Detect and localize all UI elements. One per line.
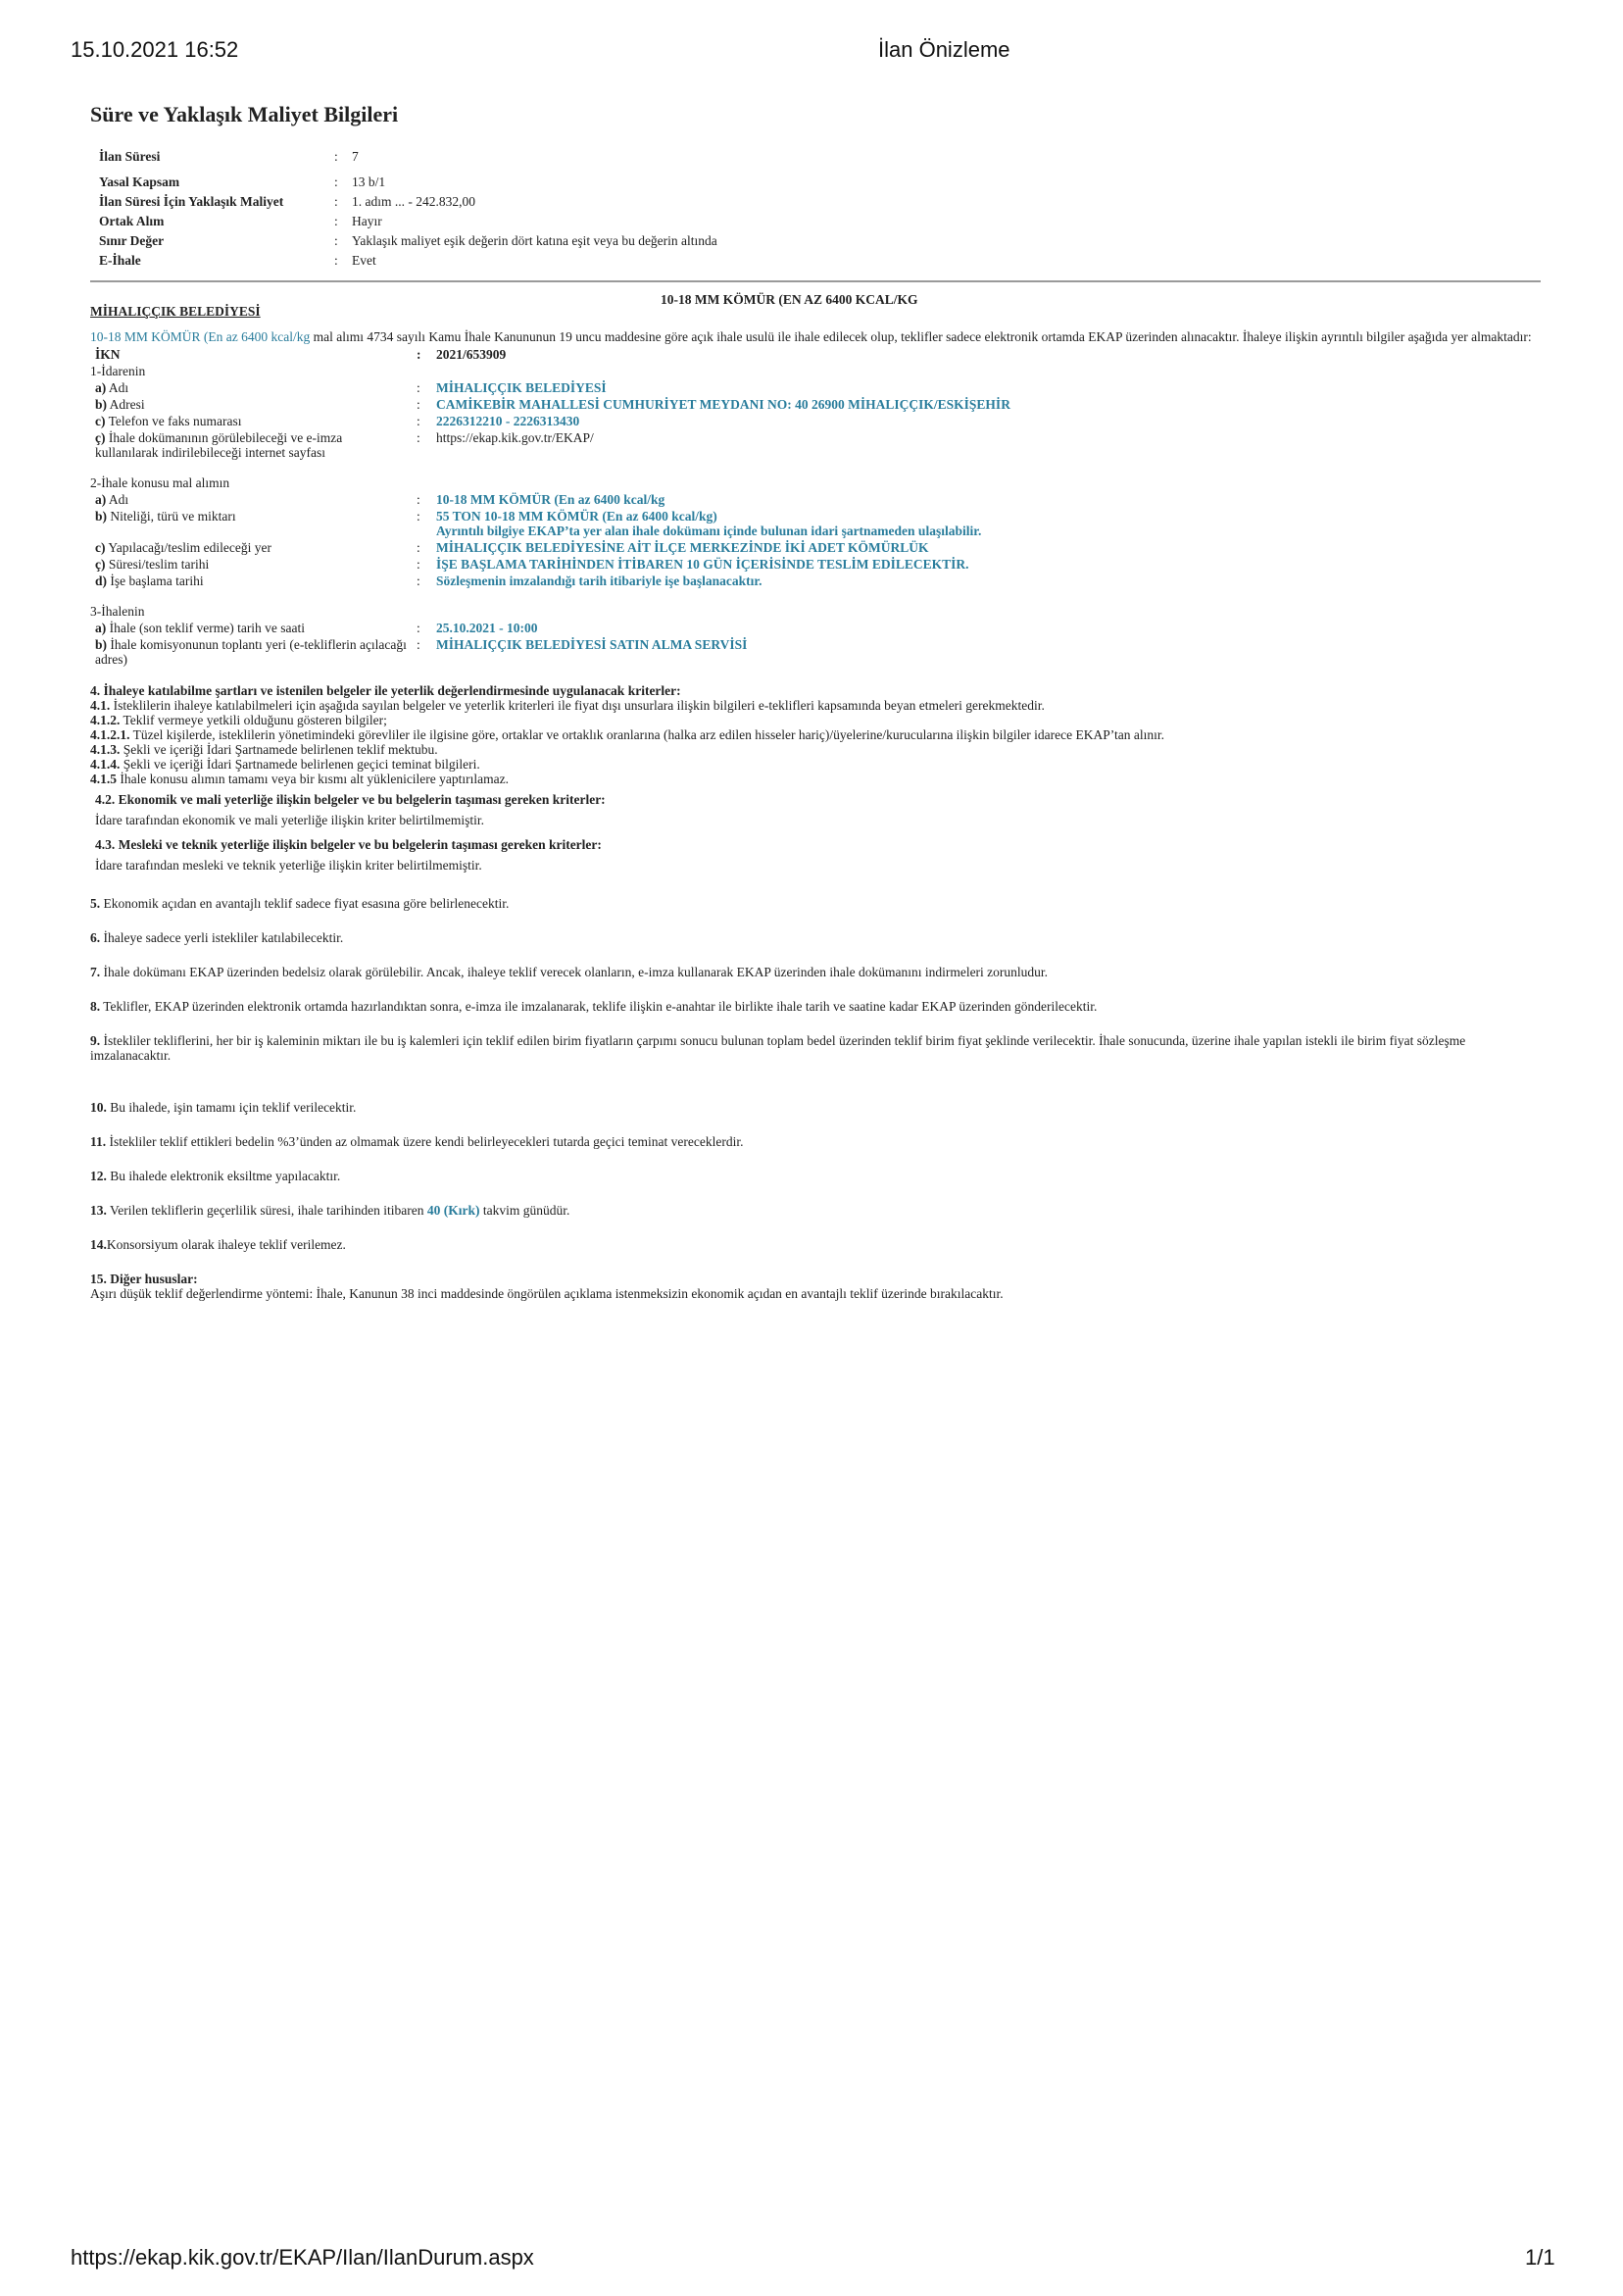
clause-8: 8. Teklifler, EKAP üzerinden elektronik ortamda hazırlandıktan sonra, e-imza ile imzalanarak, teklife ilişkin e-anahtar ile birlikte ihale tarih ve saatine kadar EKAP üzerinden gönderilecektir.: [90, 999, 1098, 1014]
section-heading-idare: 1-İdarenin: [90, 364, 146, 378]
detail-label: [90, 413, 413, 429]
print-page-number: 1/1: [1525, 2245, 1555, 2270]
detail-colon: :: [417, 380, 420, 395]
clause-6: 6. İhaleye sadece yerli istekliler katılabilecektir.: [90, 930, 344, 945]
summary-row: [95, 251, 721, 271]
summary-row: [95, 192, 721, 212]
detail-label-text: Niteliği, türü ve miktarı: [107, 509, 236, 524]
detail-label-text: Yapılacağı/teslim edileceği yer: [105, 540, 271, 555]
detail-value: 25.10.2021 - 10:00: [436, 621, 538, 635]
summary-label: Yasal Kapsam: [99, 175, 180, 189]
detail-colon: :: [417, 637, 420, 652]
detail-value: CAMİKEBİR MAHALLESİ CUMHURİYET MEYDANI NO: 40 26900 MİHALIÇÇIK/ESKİŞEHİR: [436, 397, 1010, 412]
criteria-item: 4.1.5 İhale konusu alımın tamamı veya bir kısmı alt yüklenicilere yaptırılamaz.: [90, 772, 510, 786]
summary-row: [95, 231, 721, 251]
detail-colon: :: [417, 540, 420, 555]
summary-value: Yaklaşık maliyet eşik değerin dört katına eşit veya bu değerin altında: [352, 233, 717, 248]
detail-row: [90, 379, 1168, 396]
summary-value: Hayır: [352, 214, 382, 228]
detail-label-text: Adresi: [107, 397, 145, 412]
summary-label: İlan Süresi: [99, 149, 161, 164]
authority-name: MİHALIÇÇIK BELEDİYESİ: [90, 304, 261, 319]
summary-colon: :: [334, 233, 338, 248]
section-divider: [90, 280, 1541, 282]
detail-label: [90, 620, 413, 636]
clause-13: 13. Verilen tekliflerin geçerlilik süresi, ihale tarihinden itibaren 40 (Kırk) takvim günüdür.: [90, 1203, 570, 1218]
detail-label-text: Adı: [106, 380, 129, 395]
clause-5: 5. Ekonomik açıdan en avantajlı teklif sadece fiyat esasına göre belirlenecektir.: [90, 896, 510, 911]
validity-period: 40 (Kırk): [426, 1203, 480, 1218]
quantity-note: Ayrıntılı bilgiye EKAP’ta yer alan ihale dokümanı içinde bulunan idari şartnameden ulaşılabilir.: [436, 524, 982, 538]
section-4-3-text: İdare tarafından mesleki ve teknik yeterliğe ilişkin kriter belirtilmemiştir.: [95, 858, 482, 873]
detail-letter: c): [95, 414, 106, 428]
detail-colon: :: [417, 574, 420, 588]
summary-label: İlan Süresi İçin Yaklaşık Maliyet: [99, 194, 284, 209]
detail-colon: :: [417, 397, 420, 412]
clause-7: 7. İhale dokümanı EKAP üzerinden bedelsiz olarak görülebilir. Ancak, ihaleye teklif verecek olanların, e-imza kullanarak EKAP üzerinden ihale dokümanını indirmeleri zorunludur.: [90, 965, 1049, 979]
intro-item-name: 10-18 MM KÖMÜR (En az 6400 kcal/kg: [90, 329, 311, 344]
summary-value: 1. adım ... - 242.832,00: [352, 194, 475, 209]
detail-label: [90, 539, 413, 556]
summary-colon: :: [334, 194, 338, 209]
detail-label: [90, 573, 413, 589]
section-heading-ihale: 3-İhalenin: [90, 604, 145, 619]
print-page-title: İlan Önizleme: [878, 37, 1010, 62]
detail-label-text: İhale komisyonunun toplantı yeri (e-tekliflerin açılacağı adres): [95, 637, 407, 667]
summary-label: Sınır Değer: [99, 233, 165, 248]
notice-page: [90, 98, 1541, 1301]
detail-label: [90, 491, 413, 508]
criteria-item: 4.1.4. Şekli ve içeriği İdari Şartnamede belirlenen geçici teminat bilgileri.: [90, 757, 480, 772]
ekap-link[interactable]: https://ekap.kik.gov.tr/EKAP/: [436, 430, 594, 445]
summary-title: Süre ve Yaklaşık Maliyet Bilgileri: [90, 102, 399, 126]
summary-row: [95, 173, 721, 192]
summary-colon: :: [334, 253, 338, 268]
detail-letter: b): [95, 637, 108, 652]
summary-row: [95, 147, 721, 167]
detail-label-text: Telefon ve faks numarası: [105, 414, 242, 428]
detail-value: İŞE BAŞLAMA TARİHİNDEN İTİBAREN 10 GÜN İÇERİSİNDE TESLİM EDİLECEKTİR.: [436, 557, 969, 572]
section-4-2-text: İdare tarafından ekonomik ve mali yeterliğe ilişkin kriter belirtilmemiştir.: [95, 813, 485, 827]
section-4-3-title: 4.3. Mesleki ve teknik yeterliğe ilişkin belgeler ve bu belgelerin taşıması gereken kriterler:: [95, 837, 602, 852]
detail-colon: :: [417, 430, 420, 445]
clause-14: 14.Konsorsiyum olarak ihaleye teklif verilemez.: [90, 1237, 346, 1252]
summary-table: [95, 147, 721, 271]
detail-letter: a): [95, 492, 107, 507]
detail-label: [90, 508, 413, 539]
detail-label: [90, 379, 413, 396]
detail-row: [90, 636, 1168, 668]
notice-titlebar: [90, 292, 1541, 324]
detail-row: [90, 508, 1168, 539]
criteria-item: 4.1.3. Şekli ve içeriği İdari Şartnamede belirlenen teklif mektubu.: [90, 742, 438, 757]
summary-colon: :: [334, 149, 338, 164]
summary-colon: :: [334, 214, 338, 228]
detail-letter: ç): [95, 557, 106, 572]
clause-11: 11. İstekliler teklif ettikleri bedelin %3’ünden az olmamak üzere kendi belirleyecekleri tutarda geçici teminat vereceklerdir.: [90, 1134, 744, 1149]
criteria-item: 4.1. İsteklilerin ihaleye katılabilmeleri için aşağıda sayılan belgeler ve yeterlik kriterleri ile fiyat dışı unsurlara ilişkin bilgileri e-teklifleri kapsamında beyan etmeleri gerekmektedir.: [90, 698, 1045, 713]
detail-label: [90, 556, 413, 573]
ikn-colon: :: [417, 347, 421, 362]
detail-value: Sözleşmenin imzalandığı tarih itibariyle işe başlanacaktır.: [436, 574, 762, 588]
summary-value: 7: [352, 149, 359, 164]
detail-letter: b): [95, 397, 108, 412]
detail-colon: :: [417, 414, 420, 428]
section-4-title: 4. İhaleye katılabilme şartları ve istenilen belgeler ile yeterlik değerlendirmesinde uygulanacak kriterler:: [90, 683, 681, 698]
section-heading-mal: 2-İhale konusu mal alımın: [90, 475, 230, 490]
detail-colon: :: [417, 492, 420, 507]
intro-text: mal alımı 4734 sayılı Kamu İhale Kanununun 19 uncu maddesine göre açık ihale usulü ile ihale edilecek olup, teklifler sadece elektronik ortamda EKAP üzerinden alınacaktır. İhaleye ilişkin ayrıntılı bilgiler aşağıda yer almaktadır:: [310, 329, 1532, 344]
section-4-2-title: 4.2. Ekonomik ve mali yeterliğe ilişkin belgeler ve bu belgelerin taşıması gereken kriterler:: [95, 792, 606, 807]
detail-colon: :: [417, 557, 420, 572]
ikn-label: İKN: [95, 347, 121, 362]
detail-letter: a): [95, 380, 107, 395]
summary-colon: :: [334, 175, 338, 189]
detail-row: [90, 620, 1168, 636]
details-table: [90, 346, 1168, 668]
detail-label: [90, 396, 413, 413]
clause-12: 12. Bu ihalede elektronik eksiltme yapılacaktır.: [90, 1169, 341, 1183]
intro-paragraph: [90, 329, 1541, 344]
detail-colon: :: [417, 621, 420, 635]
quantity-text: 55 TON 10-18 MM KÖMÜR (En az 6400 kcal/kg): [436, 509, 717, 524]
criteria-item: 4.1.2. Teklif vermeye yetkili olduğunu gösteren bilgiler;: [90, 713, 387, 727]
detail-colon: :: [417, 509, 420, 524]
detail-value: MİHALIÇÇIK BELEDİYESİ SATIN ALMA SERVİSİ: [436, 637, 748, 652]
ikn-row: [90, 346, 1168, 363]
summary-value: 13 b/1: [352, 175, 386, 189]
clause-15-title: 15. Diğer hususlar:: [90, 1272, 198, 1286]
detail-row: [90, 429, 1168, 461]
summary-label: Ortak Alım: [99, 214, 165, 228]
print-url: https://ekap.kik.gov.tr/EKAP/Ilan/IlanDurum.aspx: [71, 2245, 534, 2270]
item-title: 10-18 MM KÖMÜR (EN AZ 6400 KCAL/KG: [661, 292, 918, 307]
detail-row: [90, 539, 1168, 556]
detail-value: 10-18 MM KÖMÜR (En az 6400 kcal/kg: [436, 492, 665, 507]
detail-label: [90, 429, 413, 461]
summary-label: E-İhale: [99, 253, 141, 268]
clause-9: 9. İstekliler tekliflerini, her bir iş kaleminin miktarı ile bu iş kalemleri için teklif edilen birim fiyatların çarpımı sonucu bulunan toplam bedel üzerinden teklif birim fiyat şeklinde verilecektir. İhale sonucunda, üzerine ihale yapılan istekli ile birim fiyat sözleşme imzalanacaktır.: [90, 1033, 1466, 1063]
detail-letter: b): [95, 509, 108, 524]
detail-value: MİHALIÇÇIK BELEDİYESİNE AİT İLÇE MERKEZİNDE İKİ ADET KÖMÜRLÜK: [436, 540, 929, 555]
detail-row: [90, 556, 1168, 573]
detail-letter: d): [95, 574, 108, 588]
summary-row: [95, 212, 721, 231]
detail-label-text: İhale dokümanının görülebileceği ve e-imza kullanılarak indirilebileceği internet sayfası: [95, 430, 343, 460]
print-datetime: 15.10.2021 16:52: [71, 37, 239, 62]
detail-label-text: Süresi/teslim tarihi: [105, 557, 210, 572]
detail-label-text: İhale (son teklif verme) tarih ve saati: [106, 621, 306, 635]
detail-row: [90, 573, 1168, 589]
detail-row: [90, 413, 1168, 429]
summary-value: Evet: [352, 253, 376, 268]
detail-row: [90, 491, 1168, 508]
detail-label-text: Adı: [106, 492, 129, 507]
detail-label: [90, 636, 413, 668]
detail-value: 2226312210 - 2226313430: [436, 414, 580, 428]
clause-15-text: Aşırı düşük teklif değerlendirme yöntemi: İhale, Kanunun 38 inci maddesinde öngörülen açıklama istenmeksizin ekonomik açıdan en avantajlı teklif üzerinde bırakılacaktır.: [90, 1286, 1004, 1301]
ikn-value: 2021/653909: [436, 347, 507, 362]
criteria-item: 4.1.2.1. Tüzel kişilerde, isteklilerin yönetimindeki görevliler ile ilgisine göre, ortaklar ve ortaklık oranlarına (halka arz edilen hisseler hariç)/üyelerine/kurucularına ilişkin bilgiler idarece EKAP’tan alınır.: [90, 727, 1165, 742]
detail-letter: a): [95, 621, 107, 635]
clause-10: 10. Bu ihalede, işin tamamı için teklif verilecektir.: [90, 1100, 357, 1115]
detail-value: [432, 508, 1168, 539]
detail-label-text: İşe başlama tarihi: [107, 574, 204, 588]
detail-row: [90, 396, 1168, 413]
detail-value: MİHALIÇÇIK BELEDİYESİ: [436, 380, 607, 395]
detail-letter: ç): [95, 430, 106, 445]
detail-letter: c): [95, 540, 106, 555]
